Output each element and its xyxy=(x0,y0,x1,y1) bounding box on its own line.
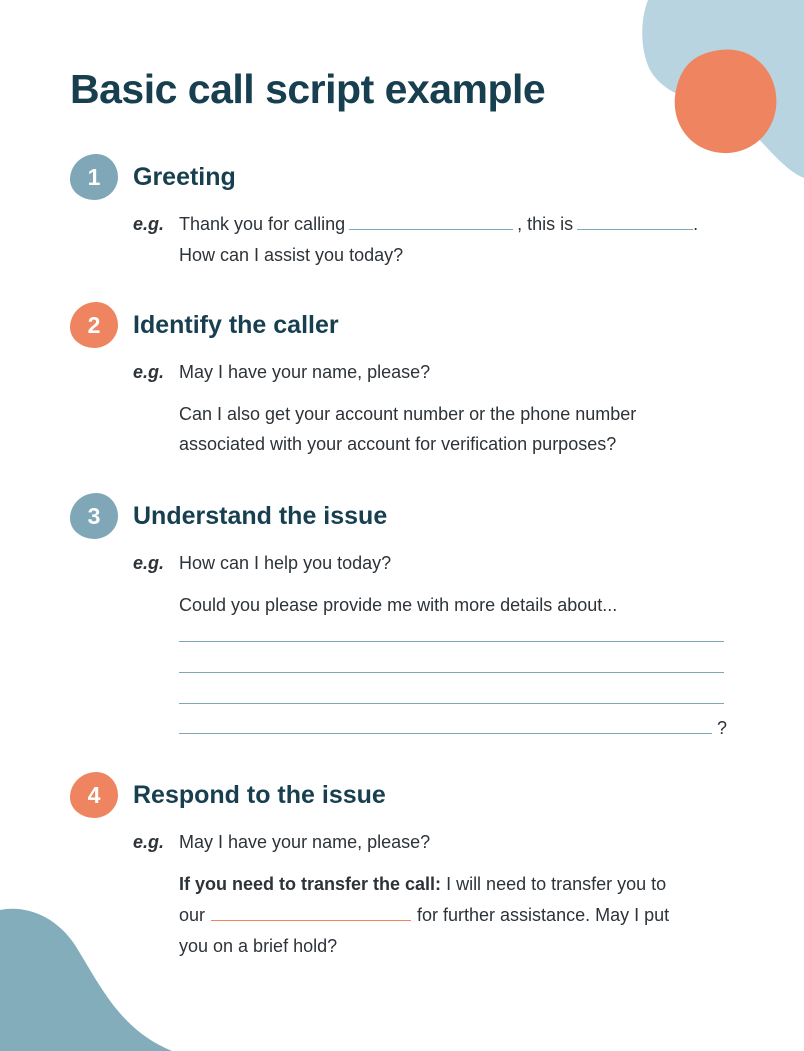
eg-label: e.g. xyxy=(133,362,165,382)
script-text: Thank you for calling xyxy=(179,214,346,234)
eg-label: e.g. xyxy=(133,553,165,573)
transfer-lead: If you need to transfer the call: xyxy=(179,874,442,894)
script-line: Could you please provide me with more details about... xyxy=(179,595,618,615)
step-badge-1: 1 xyxy=(70,154,118,200)
department-blank[interactable] xyxy=(211,919,411,921)
company-name-blank[interactable] xyxy=(349,228,513,230)
section-heading: Understand the issue xyxy=(133,502,388,530)
script-line: How can I help you today? xyxy=(179,553,392,573)
script-text: . xyxy=(693,214,699,234)
script-line: Can I also get your account number or the phone number xyxy=(179,404,637,424)
agent-name-blank[interactable] xyxy=(577,228,693,230)
script-text: I will need to transfer you to xyxy=(446,874,667,894)
section-heading: Respond to the issue xyxy=(133,781,386,809)
orange-blob-shape xyxy=(675,49,777,153)
step-badge-3: 3 xyxy=(70,493,118,539)
eg-label: e.g. xyxy=(133,214,165,234)
eg-label: e.g. xyxy=(133,832,165,852)
script-text: for further assistance. May I put xyxy=(417,905,670,925)
bottom-left-decoration xyxy=(0,900,180,1051)
script-text: our xyxy=(179,905,206,925)
answer-rule[interactable] xyxy=(179,672,724,673)
answer-rule[interactable] xyxy=(179,703,724,704)
section-heading: Greeting xyxy=(133,163,236,191)
answer-rule[interactable] xyxy=(179,733,712,734)
top-right-decoration xyxy=(600,0,804,200)
script-line: you on a brief hold? xyxy=(179,936,338,956)
step-badge-2: 2 xyxy=(70,302,118,348)
answer-rule[interactable] xyxy=(179,641,724,642)
script-line: May I have your name, please? xyxy=(179,362,431,382)
script-line xyxy=(179,900,669,930)
script-line xyxy=(179,209,698,239)
script-line: May I have your name, please? xyxy=(179,832,431,852)
section-heading: Identify the caller xyxy=(133,311,339,339)
step-badge-4: 4 xyxy=(70,772,118,818)
script-text: , this is xyxy=(517,214,574,234)
page-title: Basic call script example xyxy=(70,66,546,112)
question-mark: ? xyxy=(717,718,728,738)
script-line xyxy=(179,869,666,899)
script-line: How can I assist you today? xyxy=(179,245,404,265)
script-line: associated with your account for verification purposes? xyxy=(179,434,617,454)
blue-wave-shape xyxy=(0,909,172,1051)
